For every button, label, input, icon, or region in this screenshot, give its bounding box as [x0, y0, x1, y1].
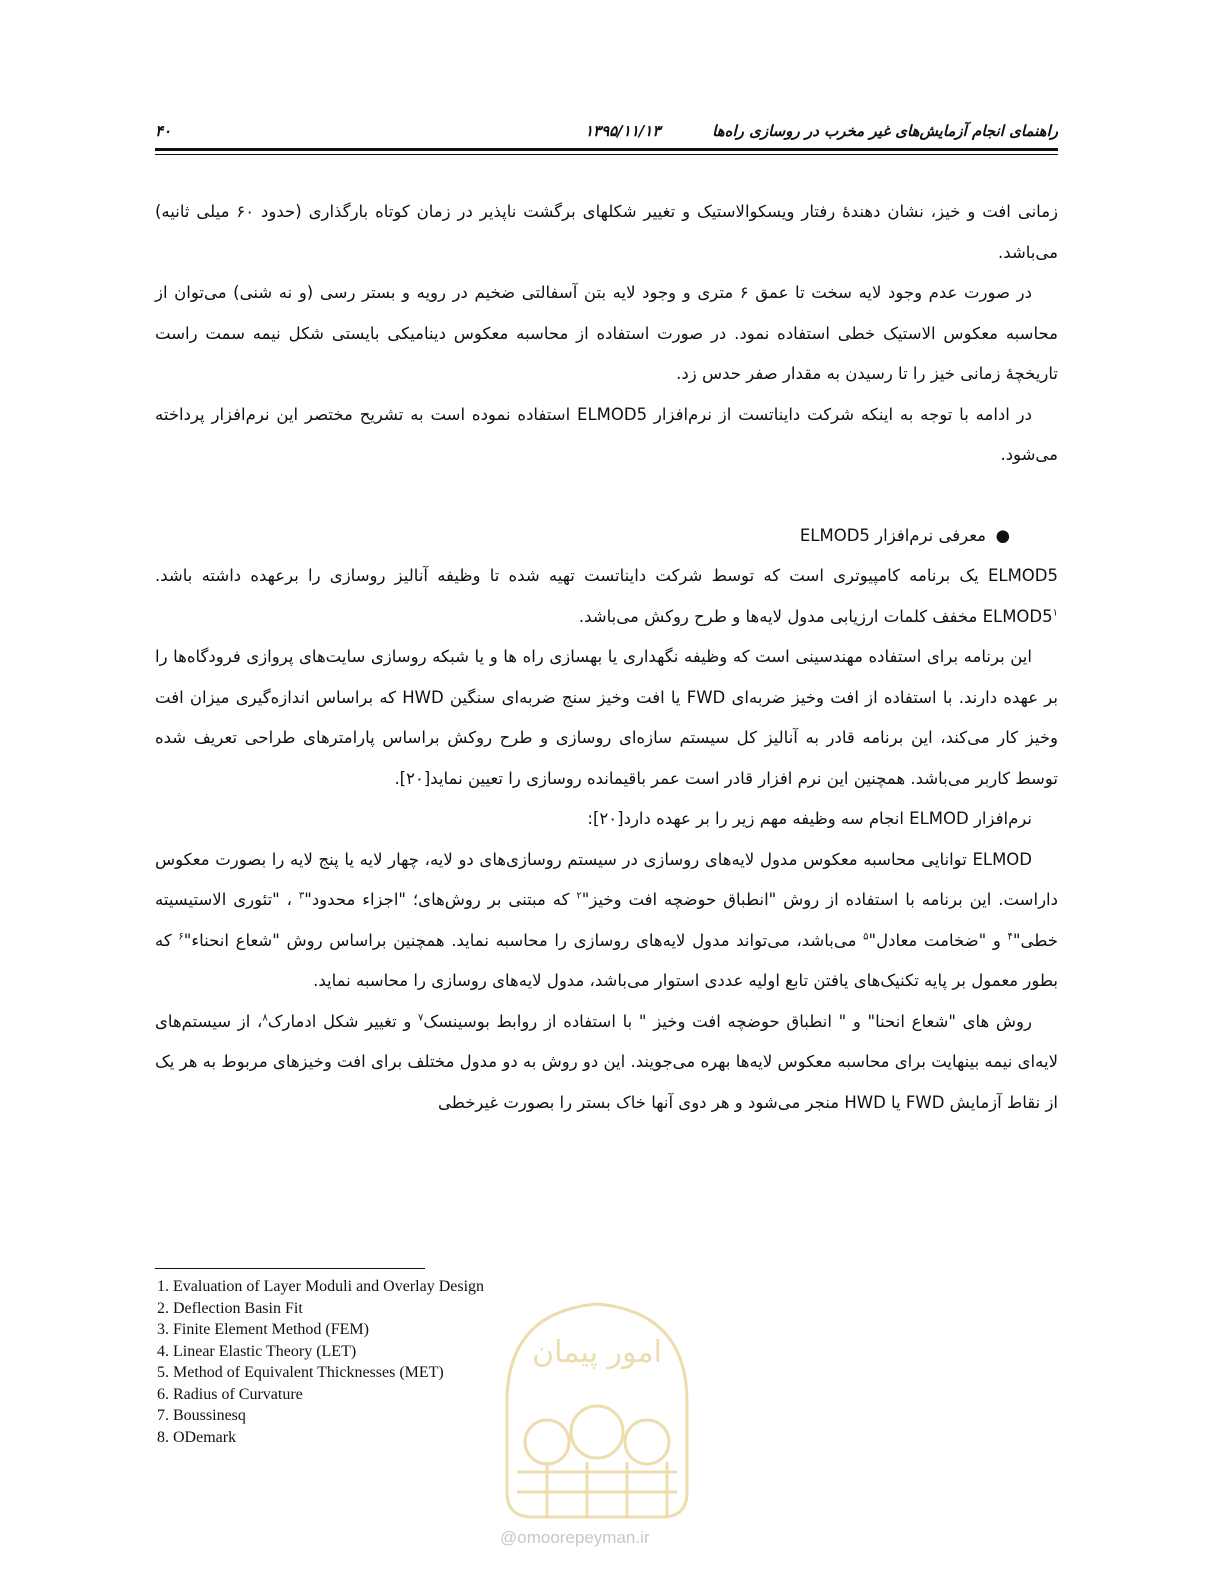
bullet-text: معرفی نرم‌افزار ELMOD5: [799, 525, 986, 545]
text-run: ، از سیستم‌های لایه‌ای نیمه بینهایت برای محاسبه معکوس لایه‌ها بهره می‌جویند. این دو روش به دو مدول مختلف برای افت وخیزهای مربوط به هر یک از نقاط آزمایش FWD یا HWD منجر می‌شود و هر دوی آنها خاک بستر را بصورت غیرخطی: [155, 1011, 1058, 1112]
header-date: ۱۳۹۵/۱۱/۱۳: [585, 122, 661, 140]
watermark-site: @omoorepeyman.ir: [500, 1528, 650, 1547]
bullet-dot-icon: ●: [995, 525, 1010, 545]
paragraph: در صورت عدم وجود لایه سخت تا عمق ۶ متری و وجود لایه بتن آسفالتی ضخیم در رویه و بستر رسی (و نه شنی) می‌توان از محاسبه معکوس الاستیک خطی استفاده نمود. در صورت استفاده از محاسبه معکوس دینامیکی بایستی شکل نیمه سمت راست تاریخچۀ زمانی خیز را تا رسیدن به مقدار صفر حدس زد.: [155, 283, 1058, 383]
text-run: که مبتنی بر روش‌های؛ "اجزاء محدود": [304, 890, 577, 909]
document-body: [155, 192, 1058, 1123]
footnote: 8. ODemark: [157, 1428, 237, 1446]
text-run: که بطور معمول بر پایه تکنیک‌های یافتن تابع اولیه عددی استوار می‌باشد، مدول لایه‌های روسازی را محاسبه نماید.: [155, 930, 1058, 990]
paragraph: [155, 840, 1058, 1002]
paragraph: نرم‌افزار ELMOD انجام سه وظیفه مهم زیر را بر عهده دارد[۲۰]:: [587, 809, 1032, 828]
bullet-heading: [155, 516, 1058, 557]
footnote: 7. Boussinesq: [157, 1407, 246, 1424]
footnote-ref: ۸: [262, 1012, 268, 1023]
text-run: روش های "شعاع انحنا" و " انطباق حوضچه افت وخیز " با استفاده از روابط بوسینسک: [423, 1011, 1032, 1031]
footnote-ref: ۱: [1052, 607, 1058, 618]
text-run: ، "تئوری الاستیسیته خطی": [155, 890, 1058, 950]
header-rule-thick: [155, 148, 1058, 151]
footnote: 3. Finite Element Method (FEM): [157, 1321, 369, 1338]
header-rule-thin: [155, 154, 1058, 155]
text-run: ELMOD توانایی محاسبه معکوس مدول لایه‌های روسازی در سیستم روسازی‌های دو لایه، چهار لایه یا پنج لایه را بصورت معکوس داراست. این برنامه با استفاده از روش "انطباق حوضچه افت وخیز": [155, 849, 1058, 909]
footnote: 5. Method of Equivalent Thicknesses (MET): [157, 1364, 444, 1381]
text-run: می‌باشد، می‌تواند مدول لایه‌های روسازی را محاسبه نماید. همچنین براساس روش "شعاع انحناء": [183, 930, 864, 950]
footnote-ref: ۳: [298, 890, 305, 902]
paragraph: [155, 1002, 1058, 1124]
footnote-ref: ۲: [576, 890, 582, 902]
footnote: 4. Linear Elastic Theory (LET): [157, 1342, 357, 1360]
footnote: 1. Evaluation of Layer Moduli and Overlay Design: [157, 1278, 485, 1295]
paragraph: در ادامه با توجه به اینکه شرکت دایناتست از نرم‌افزار ELMOD5 استفاده نموده است به تشریح مختصر این نرم‌افزار پرداخته می‌شود.: [155, 404, 1058, 464]
footnote-rule: [155, 1268, 425, 1269]
footnote-ref: ۶: [178, 931, 184, 942]
paragraph: زمانی افت و خیز، نشان دهندۀ رفتار ویسکوالاستیک و تغییر شکلهای برگشت ناپذیر در زمان کوتاه بارگذاری (حدود ۶۰ میلی ثانیه) می‌باشد.: [155, 202, 1058, 262]
footnote: 2. Deflection Basin Fit: [157, 1299, 303, 1317]
text-run: و تغییر شکل ادمارک: [267, 1011, 419, 1031]
footnote-ref: ۵: [863, 931, 869, 942]
footnotes: [157, 1276, 657, 1448]
text-run: مخفف کلمات ارزیابی مدول لایه‌ها و طرح روکش می‌باشد.: [578, 606, 983, 626]
footnote: 6. Radius of Curvature: [157, 1385, 303, 1403]
paragraph: [155, 556, 1058, 637]
page-number: ۴۰: [155, 122, 172, 140]
text-run: ELMOD5 یک برنامه کامپیوتری است که توسط شرکت دایناتست تهیه شده تا وظیفه آنالیز روسازی را برعهده داشته باشد. ELMOD5: [155, 566, 1058, 626]
header-title: راهنمای انجام آزمایش‌های غیر مخرب در روسازی راه‌ها: [712, 122, 1058, 140]
text-run: و "ضخامت معادل": [868, 930, 1008, 950]
paragraph: این برنامه برای استفاده مهندسینی است که وظیفه نگهداری یا بهسازی راه ها و یا شبکه روسازی سایت‌های پروازی فرودگاه‌ها را بر عهده دارند. با استفاده از افت وخیز ضربه‌ای FWD یا افت وخیز سنج ضربه‌ای سنگین HWD که براساس اندازه‌گیری میزان افت وخیز کار می‌کند، این برنامه قادر به آنالیز کل سیستم سازه‌ای روسازی و طرح روکش براساس پارامترهای طراحی تعریف شده توسط کاربر می‌باشد. همچنین این نرم افزار قادر است عمر باقیمانده روسازی را تعیین نماید[۲۰].: [155, 647, 1058, 788]
footnote-ref: ۴: [1007, 931, 1013, 942]
page-header: [155, 118, 1058, 148]
footnote-ref: ۷: [418, 1012, 424, 1023]
watermark-logo-text: امور پیمان: [532, 1335, 662, 1370]
